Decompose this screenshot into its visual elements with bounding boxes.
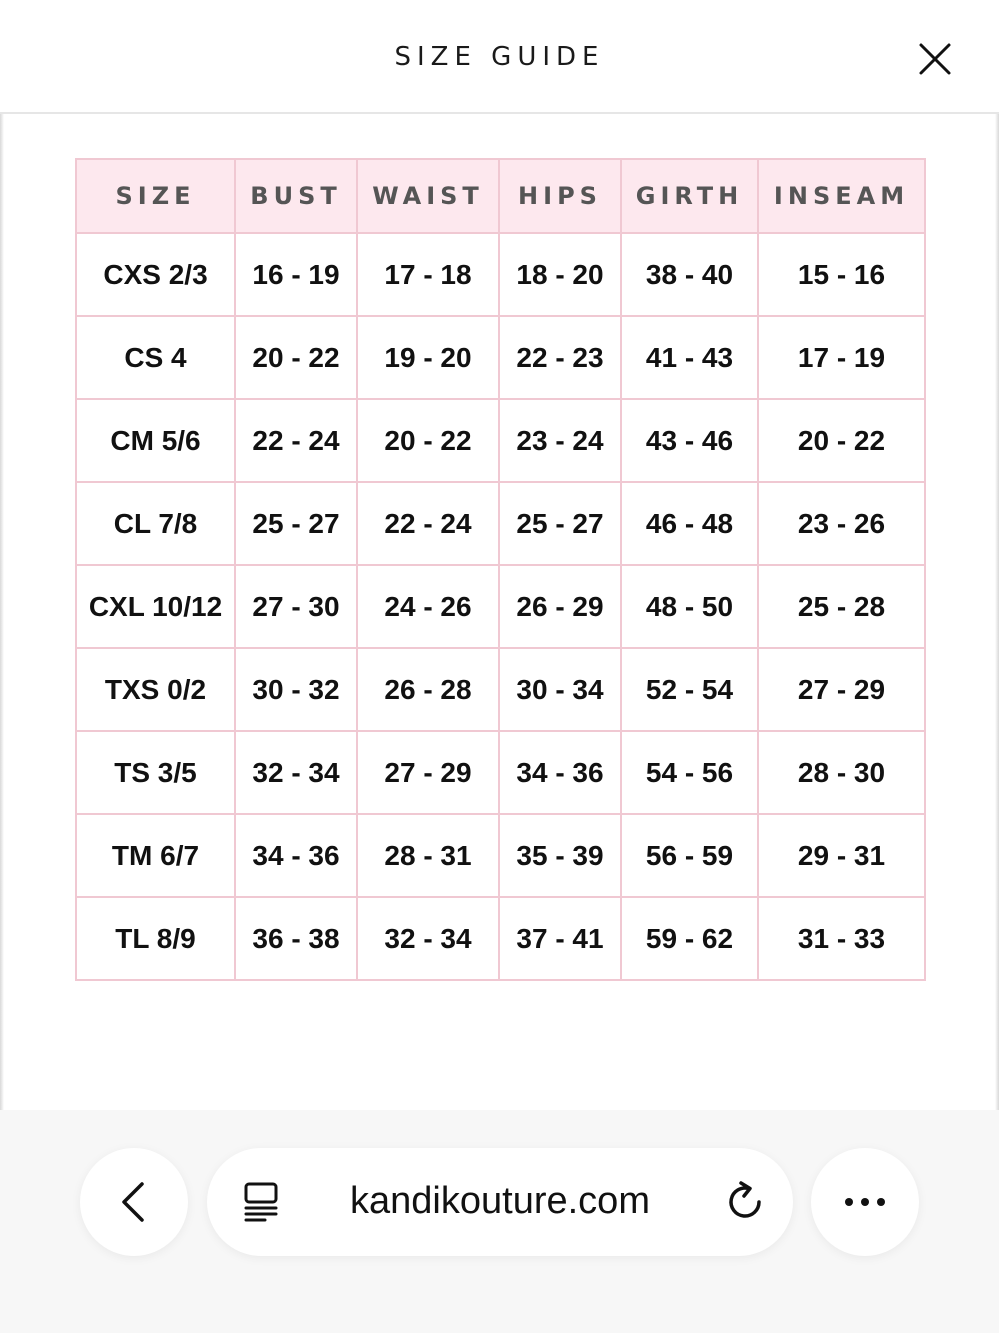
cell-bust: 27 - 30	[235, 565, 357, 648]
cell-inseam: 27 - 29	[758, 648, 925, 731]
close-icon	[912, 36, 958, 82]
reload-icon	[721, 1178, 769, 1226]
column-header-inseam: INSEAM	[758, 159, 925, 233]
cell-waist: 32 - 34	[357, 897, 499, 980]
cell-bust: 25 - 27	[235, 482, 357, 565]
column-header-girth: GIRTH	[621, 159, 758, 233]
cell-girth: 48 - 50	[621, 565, 758, 648]
cell-waist: 28 - 31	[357, 814, 499, 897]
table-row	[76, 233, 925, 316]
cell-size: CS 4	[76, 316, 235, 399]
cell-girth: 43 - 46	[621, 399, 758, 482]
cell-hips: 30 - 34	[499, 648, 621, 731]
cell-waist: 17 - 18	[357, 233, 499, 316]
cell-size: TL 8/9	[76, 897, 235, 980]
cell-bust: 20 - 22	[235, 316, 357, 399]
cell-inseam: 29 - 31	[758, 814, 925, 897]
cell-waist: 26 - 28	[357, 648, 499, 731]
cell-bust: 30 - 32	[235, 648, 357, 731]
table-body	[76, 233, 925, 980]
reload-button[interactable]	[721, 1178, 769, 1226]
cell-hips: 23 - 24	[499, 399, 621, 482]
close-button[interactable]	[912, 36, 958, 82]
cell-size: CL 7/8	[76, 482, 235, 565]
cell-hips: 22 - 23	[499, 316, 621, 399]
chevron-left-icon	[110, 1178, 158, 1226]
cell-hips: 34 - 36	[499, 731, 621, 814]
table-row	[76, 814, 925, 897]
cell-girth: 56 - 59	[621, 814, 758, 897]
cell-size: TS 3/5	[76, 731, 235, 814]
cell-girth: 54 - 56	[621, 731, 758, 814]
right-edge-shadow	[995, 110, 999, 1110]
cell-waist: 22 - 24	[357, 482, 499, 565]
cell-inseam: 15 - 16	[758, 233, 925, 316]
more-horizontal-icon	[841, 1178, 889, 1226]
cell-bust: 36 - 38	[235, 897, 357, 980]
column-header-bust: BUST	[235, 159, 357, 233]
cell-waist: 20 - 22	[357, 399, 499, 482]
cell-inseam: 23 - 26	[758, 482, 925, 565]
cell-bust: 34 - 36	[235, 814, 357, 897]
reader-mode-icon	[241, 1180, 285, 1224]
address-bar[interactable]	[207, 1148, 793, 1256]
cell-inseam: 17 - 19	[758, 316, 925, 399]
table-row	[76, 482, 925, 565]
table-row	[76, 897, 925, 980]
more-button[interactable]	[811, 1148, 919, 1256]
size-guide-table	[75, 158, 926, 981]
cell-girth: 46 - 48	[621, 482, 758, 565]
table-row	[76, 399, 925, 482]
cell-girth: 52 - 54	[621, 648, 758, 731]
cell-size: TXS 0/2	[76, 648, 235, 731]
cell-size: CXL 10/12	[76, 565, 235, 648]
cell-hips: 37 - 41	[499, 897, 621, 980]
table-row	[76, 731, 925, 814]
url-text[interactable]: kandikouture.com	[350, 1180, 650, 1222]
table-row	[76, 565, 925, 648]
cell-inseam: 25 - 28	[758, 565, 925, 648]
cell-girth: 38 - 40	[621, 233, 758, 316]
cell-inseam: 28 - 30	[758, 731, 925, 814]
table-header-row	[76, 159, 925, 233]
cell-waist: 19 - 20	[357, 316, 499, 399]
cell-hips: 35 - 39	[499, 814, 621, 897]
cell-hips: 18 - 20	[499, 233, 621, 316]
cell-hips: 25 - 27	[499, 482, 621, 565]
table-row	[76, 316, 925, 399]
cell-bust: 32 - 34	[235, 731, 357, 814]
cell-bust: 22 - 24	[235, 399, 357, 482]
reader-mode-button[interactable]	[241, 1180, 285, 1224]
cell-inseam: 31 - 33	[758, 897, 925, 980]
cell-waist: 27 - 29	[357, 731, 499, 814]
column-header-size: SIZE	[76, 159, 235, 233]
cell-size: TM 6/7	[76, 814, 235, 897]
modal-title: SIZE GUIDE	[394, 42, 605, 72]
table-row	[76, 648, 925, 731]
column-header-hips: HIPS	[499, 159, 621, 233]
back-button[interactable]	[80, 1148, 188, 1256]
cell-size: CXS 2/3	[76, 233, 235, 316]
cell-size: CM 5/6	[76, 399, 235, 482]
column-header-waist: WAIST	[357, 159, 499, 233]
left-edge-shadow	[0, 110, 4, 1110]
cell-hips: 26 - 29	[499, 565, 621, 648]
cell-waist: 24 - 26	[357, 565, 499, 648]
cell-bust: 16 - 19	[235, 233, 357, 316]
cell-inseam: 20 - 22	[758, 399, 925, 482]
cell-girth: 41 - 43	[621, 316, 758, 399]
cell-girth: 59 - 62	[621, 897, 758, 980]
modal-header	[0, 4, 999, 114]
